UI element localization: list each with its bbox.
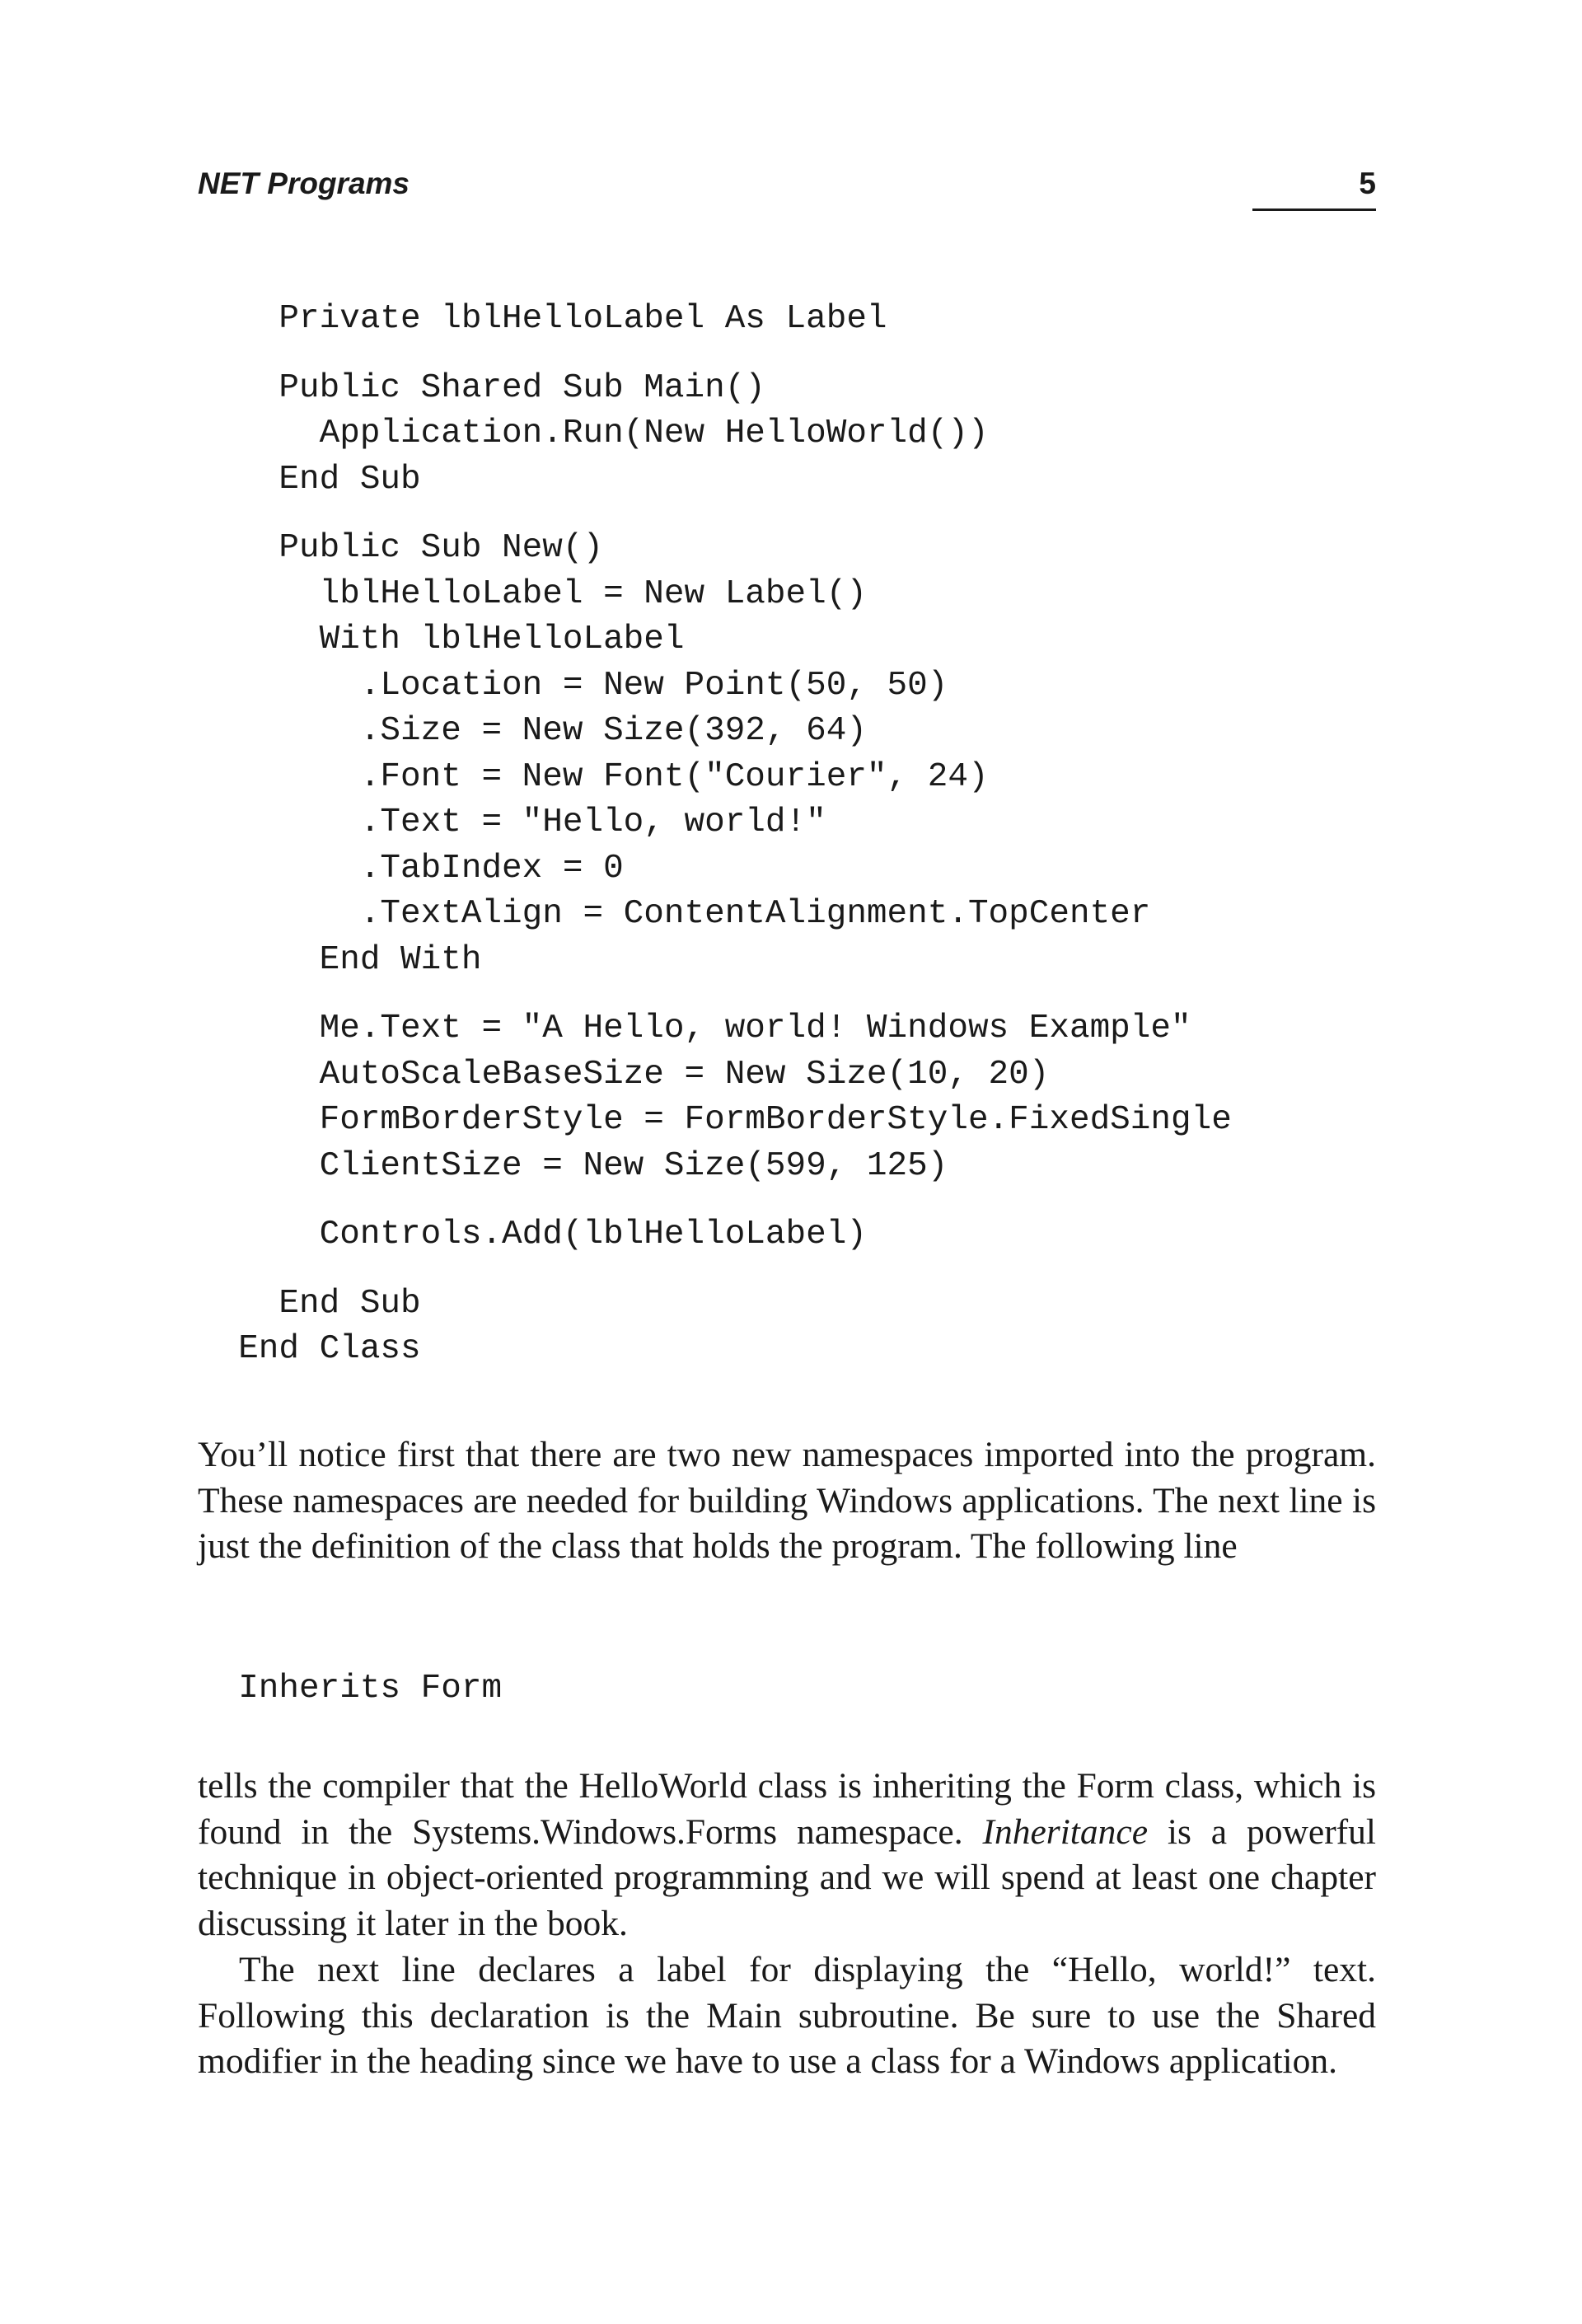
code-line: Public Shared Sub Main(): [198, 368, 765, 407]
code-line: End Sub: [198, 460, 421, 499]
code-line: Private lblHelloLabel As Label: [198, 300, 887, 338]
header-rule: [1252, 209, 1376, 211]
code-line: Public Sub New(): [198, 529, 604, 567]
page-number: 5: [1359, 166, 1376, 200]
paragraph-inheritance-start: tells the compiler that the HelloWorld class is inheriting the Form class, which is found in the Systems.Windows.Forms namespace.: [198, 1766, 1376, 1852]
code-blank-line: [198, 1189, 1232, 1212]
code-line: Me.Text = "A Hello, world! Windows Example": [198, 1010, 1191, 1047]
code-line: lblHelloLabel = New Label(): [198, 574, 867, 613]
code-line: .TextAlign = ContentAlignment.TopCenter: [198, 895, 1151, 933]
code-blank-line: [198, 983, 1232, 1006]
paragraph-inheritance: [198, 1764, 1376, 2085]
code-line: .Font = New Font("Courier", 24): [198, 757, 989, 796]
code-line: End Sub: [198, 1284, 421, 1323]
code-line: FormBorderStyle = FormBorderStyle.FixedSingle: [198, 1101, 1232, 1139]
code-line: .TabIndex = 0: [198, 849, 624, 888]
code-line: End Class: [198, 1330, 421, 1368]
page-header: [198, 163, 1376, 213]
paragraph-namespaces-text: You’ll notice first that there are two new namespaces imported into the program. These namespaces are needed for building Windows applications. The next line is just the definition of the class that holds the program. The following line: [198, 1435, 1376, 1567]
code-blank-line: [198, 343, 1232, 366]
code-line: With lblHelloLabel: [198, 621, 685, 658]
code-line: Application.Run(New HelloWorld()): [198, 415, 989, 452]
running-head: NET Programs: [198, 166, 410, 200]
code-blank-line: [198, 1258, 1232, 1281]
code-line: Controls.Add(lblHelloLabel): [198, 1216, 867, 1253]
code-block-inherits: [198, 1666, 502, 1713]
code-blank-line: [198, 503, 1232, 526]
inheritance-emphasis: Inheritance: [982, 1811, 1149, 1852]
code-line: End With: [198, 940, 482, 979]
code-line: .Size = New Size(392, 64): [198, 712, 867, 750]
paragraph-inheritance-text: [198, 1764, 1376, 1947]
paragraph-main-subroutine: The next line declares a label for displaying the “Hello, world!” text. Following this declaration is the Main subroutine. Be sure to use the Shared modifier in the heading since we have to use a class for a Windows application.: [198, 1949, 1376, 2082]
code-line: ClientSize = New Size(599, 125): [198, 1146, 948, 1185]
code-line: .Location = New Point(50, 50): [198, 666, 948, 705]
code-line: Inherits Form: [198, 1670, 503, 1708]
code-block-vb-class: [198, 297, 1232, 1373]
paragraph-namespaces: [198, 1432, 1376, 1570]
paragraph-inheritance-end: is a powerful technique in object-oriented programming and we will spend at least one chapter discussing it later in the book.: [198, 1811, 1376, 1944]
code-line: AutoScaleBaseSize = New Size(10, 20): [198, 1055, 1050, 1094]
code-line: .Text = "Hello, world!": [198, 804, 826, 841]
